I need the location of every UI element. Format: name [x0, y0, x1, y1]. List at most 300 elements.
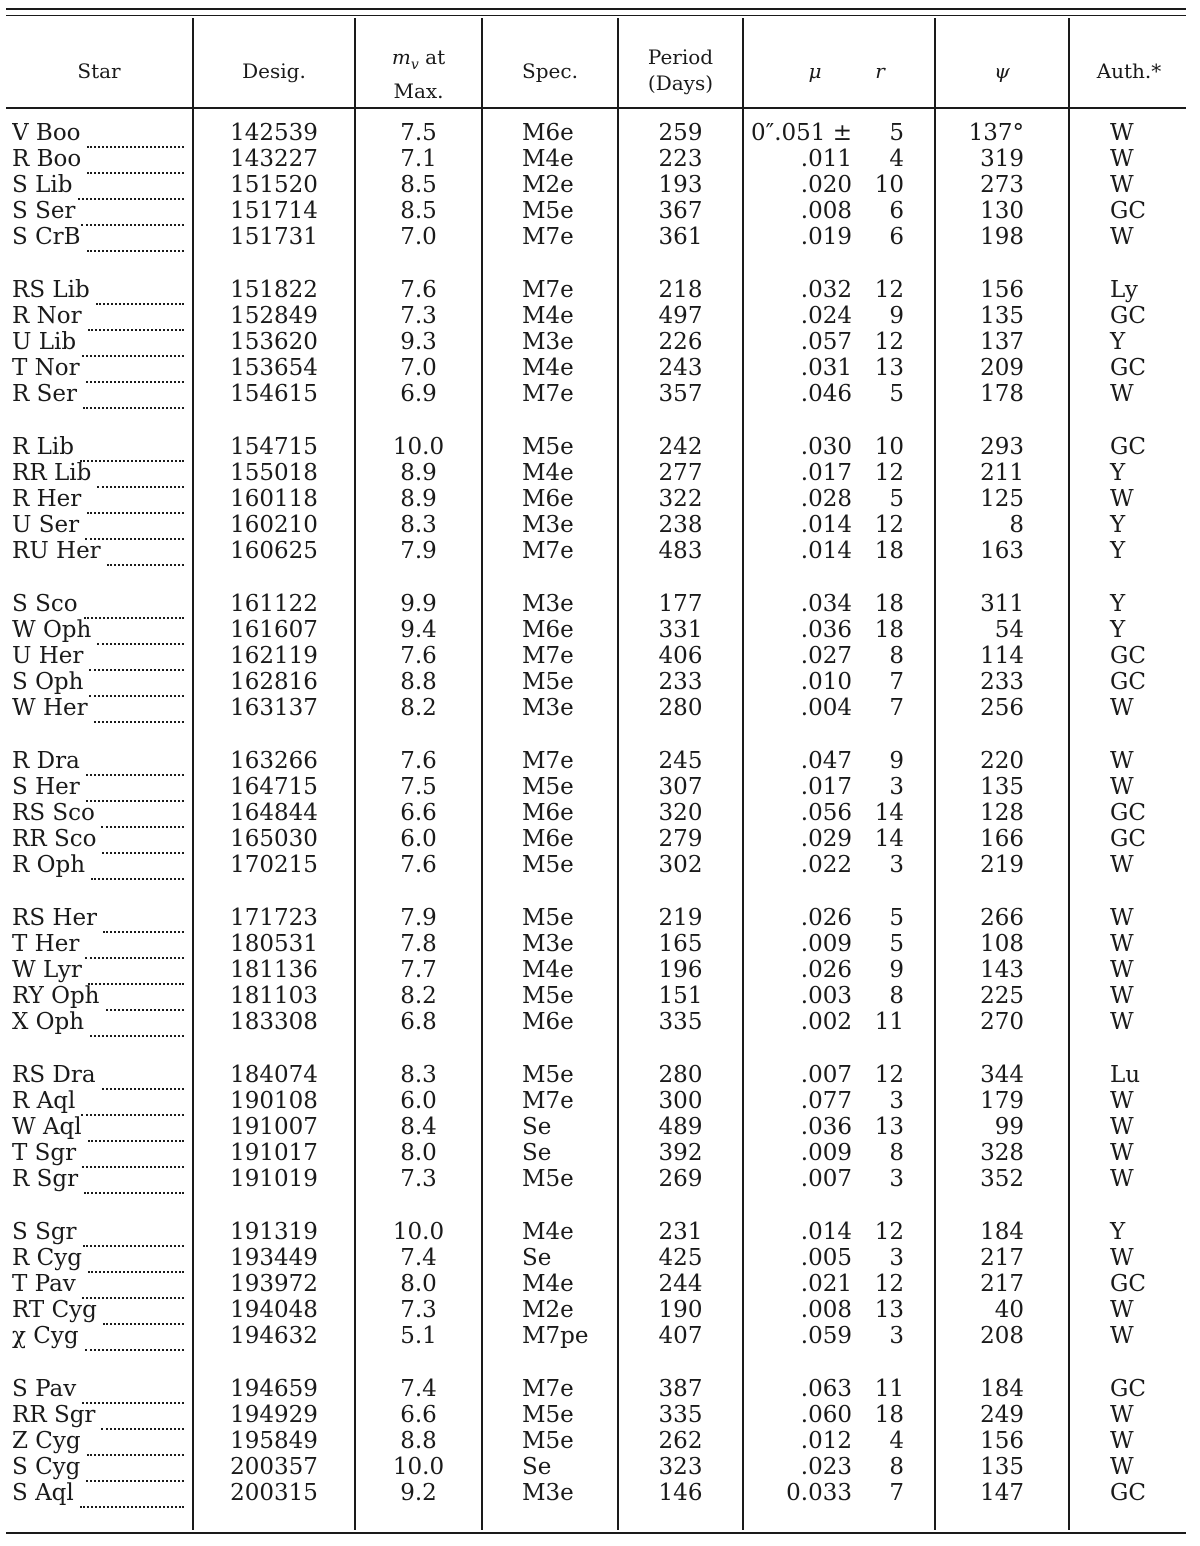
cell-mu: .047: [800, 748, 852, 774]
star-name: χ Cyg: [12, 1323, 79, 1349]
cell-spec: M5e: [522, 434, 574, 460]
star-name: S Sgr: [12, 1219, 77, 1245]
cell-mv: 8.0: [400, 1271, 437, 1297]
cell-mv: 7.4: [400, 1245, 437, 1271]
cell-auth: Y: [1110, 1219, 1126, 1245]
star-name: S Pav: [12, 1376, 77, 1402]
cell-period: 300: [658, 1088, 703, 1114]
cell-psi: 156: [980, 277, 1024, 303]
dot-leader: [102, 834, 184, 854]
dot-leader: [94, 703, 184, 723]
cell-auth: GC: [1110, 434, 1146, 460]
cell-psi: 135: [980, 1454, 1024, 1480]
cell-mu: .027: [800, 643, 852, 669]
dot-leader: [84, 599, 184, 619]
cell-spec: M2e: [522, 172, 574, 198]
header-mv-max: Max.: [393, 79, 444, 103]
cell-mu: .031: [800, 355, 852, 381]
cell-period: 233: [658, 669, 703, 695]
dot-leader: [103, 913, 184, 933]
cell-spec: M4e: [522, 1219, 574, 1245]
cell-psi: 208: [980, 1323, 1024, 1349]
star-name: S CrB: [12, 224, 81, 250]
cell-r: 11: [874, 1376, 904, 1402]
cell-mv: 7.5: [400, 774, 437, 800]
cell-psi: 217: [980, 1271, 1024, 1297]
star-name: T Her: [12, 931, 80, 957]
cell-spec: M7e: [522, 224, 574, 250]
cell-spec: M3e: [522, 512, 574, 538]
cell-desig: 151520: [230, 172, 318, 198]
cell-mv: 7.9: [400, 905, 437, 931]
star-name: RR Lib: [12, 460, 92, 486]
cell-desig: 153620: [230, 329, 318, 355]
cell-r: 8: [889, 983, 904, 1009]
cell-spec: M7e: [522, 1376, 574, 1402]
cell-r: 18: [874, 538, 904, 564]
cell-mv: 9.4: [400, 617, 437, 643]
cell-spec: M5e: [522, 198, 574, 224]
cell-mu: .014: [800, 538, 852, 564]
cell-psi: 220: [980, 748, 1024, 774]
cell-mu: .009: [800, 931, 852, 957]
column-divider: [481, 18, 483, 1530]
star-name: W Oph: [12, 617, 92, 643]
cell-r: 5: [889, 120, 904, 146]
cell-mv: 8.2: [400, 695, 437, 721]
cell-auth: W: [1110, 381, 1134, 407]
cell-mu: .030: [800, 434, 852, 460]
cell-period: 323: [658, 1454, 703, 1480]
cell-auth: GC: [1110, 1271, 1146, 1297]
star-name: RR Sco: [12, 826, 97, 852]
dot-leader: [84, 1174, 184, 1194]
dot-leader: [107, 546, 184, 566]
cell-spec: Se: [522, 1454, 552, 1480]
cell-spec: M4e: [522, 355, 574, 381]
cell-auth: W: [1110, 1402, 1134, 1428]
header-mv-at: at: [418, 45, 446, 69]
cell-psi: 249: [980, 1402, 1024, 1428]
cell-mv: 7.5: [400, 120, 437, 146]
cell-auth: Y: [1110, 512, 1126, 538]
cell-psi: 163: [980, 538, 1024, 564]
cell-desig: 170215: [230, 852, 318, 878]
cell-mu: .014: [800, 512, 852, 538]
cell-mv: 7.0: [400, 224, 437, 250]
cell-mu: .046: [800, 381, 852, 407]
cell-spec: Se: [522, 1114, 552, 1140]
cell-psi: 143: [980, 957, 1024, 983]
cell-auth: W: [1110, 1140, 1134, 1166]
cell-desig: 152849: [230, 303, 318, 329]
dot-leader: [87, 494, 184, 514]
cell-r: 12: [874, 460, 904, 486]
star-name: Z Cyg: [12, 1428, 81, 1454]
cell-desig: 181136: [230, 957, 318, 983]
cell-desig: 165030: [230, 826, 318, 852]
cell-spec: M4e: [522, 146, 574, 172]
cell-r: 5: [889, 905, 904, 931]
cell-period: 243: [658, 355, 703, 381]
cell-mu: .034: [800, 591, 852, 617]
star-name: T Nor: [12, 355, 80, 381]
cell-period: 226: [658, 329, 703, 355]
cell-auth: W: [1110, 1454, 1134, 1480]
cell-psi: 125: [980, 486, 1024, 512]
cell-r: 14: [874, 800, 904, 826]
cell-mv: 5.1: [400, 1323, 437, 1349]
cell-mu: .063: [800, 1376, 852, 1402]
cell-auth: GC: [1110, 669, 1146, 695]
cell-auth: W: [1110, 957, 1134, 983]
cell-r: 3: [889, 1088, 904, 1114]
cell-psi: 99: [994, 1114, 1024, 1140]
cell-spec: M5e: [522, 852, 574, 878]
dot-leader: [86, 756, 184, 776]
cell-r: 12: [874, 1062, 904, 1088]
cell-period: 302: [658, 852, 703, 878]
cell-r: 3: [889, 1166, 904, 1192]
star-name: T Sgr: [12, 1140, 77, 1166]
cell-period: 262: [658, 1428, 703, 1454]
cell-auth: W: [1110, 905, 1134, 931]
cell-spec: M6e: [522, 486, 574, 512]
cell-period: 190: [658, 1297, 703, 1323]
cell-psi: 311: [980, 591, 1024, 617]
cell-period: 322: [658, 486, 703, 512]
dot-leader: [90, 1017, 184, 1037]
star-name: U Lib: [12, 329, 77, 355]
cell-period: 280: [658, 1062, 703, 1088]
header-auth: Auth.*: [1096, 59, 1162, 83]
cell-psi: 256: [980, 695, 1024, 721]
cell-psi: 211: [980, 460, 1024, 486]
cell-auth: GC: [1110, 198, 1146, 224]
star-name: RY Oph: [12, 983, 100, 1009]
cell-period: 335: [658, 1402, 703, 1428]
cell-mu: .005: [800, 1245, 852, 1271]
star-name: RS Her: [12, 905, 98, 931]
cell-auth: W: [1110, 1297, 1134, 1323]
cell-desig: 154715: [230, 434, 318, 460]
header-period: [619, 44, 742, 96]
cell-auth: Y: [1110, 617, 1126, 643]
cell-r: 7: [889, 695, 904, 721]
cell-desig: 163137: [230, 695, 318, 721]
cell-auth: Y: [1110, 591, 1126, 617]
cell-psi: 156: [980, 1428, 1024, 1454]
cell-auth: Y: [1110, 460, 1126, 486]
cell-auth: GC: [1110, 1480, 1146, 1506]
cell-mv: 8.8: [400, 669, 437, 695]
cell-mu: .004: [800, 695, 852, 721]
cell-period: 177: [658, 591, 703, 617]
cell-mv: 8.8: [400, 1428, 437, 1454]
cell-r: 12: [874, 512, 904, 538]
cell-period: 425: [658, 1245, 703, 1271]
cell-r: 12: [874, 1271, 904, 1297]
cell-auth: W: [1110, 1166, 1134, 1192]
dot-leader: [106, 991, 185, 1011]
cell-psi: 108: [980, 931, 1024, 957]
dot-leader: [102, 1070, 184, 1090]
cell-mv: 7.0: [400, 355, 437, 381]
dot-leader: [88, 1253, 184, 1273]
dot-leader: [86, 363, 184, 383]
star-name: RS Sco: [12, 800, 95, 826]
cell-psi: 198: [980, 224, 1024, 250]
cell-psi: 209: [980, 355, 1024, 381]
cell-mu: .023: [800, 1454, 852, 1480]
dot-leader: [87, 232, 184, 252]
star-name: R Sgr: [12, 1166, 79, 1192]
star-name: X Oph: [12, 1009, 85, 1035]
star-name: V Boo: [12, 120, 81, 146]
cell-psi: 266: [980, 905, 1024, 931]
cell-r: 12: [874, 1219, 904, 1245]
cell-desig: 143227: [230, 146, 318, 172]
cell-spec: M3e: [522, 591, 574, 617]
cell-spec: M3e: [522, 1480, 574, 1506]
cell-mu: .028: [800, 486, 852, 512]
cell-desig: 200357: [230, 1454, 318, 1480]
cell-psi: 179: [980, 1088, 1024, 1114]
dot-leader: [87, 154, 184, 174]
cell-spec: M4e: [522, 303, 574, 329]
cell-desig: 160118: [230, 486, 318, 512]
cell-r: 7: [889, 1480, 904, 1506]
star-name: W Lyr: [12, 957, 82, 983]
cell-mu: .032: [800, 277, 852, 303]
cell-auth: Y: [1110, 329, 1126, 355]
star-name: RS Dra: [12, 1062, 96, 1088]
cell-auth: GC: [1110, 303, 1146, 329]
cell-spec: M5e: [522, 983, 574, 1009]
cell-auth: GC: [1110, 355, 1146, 381]
cell-desig: 162816: [230, 669, 318, 695]
cell-period: 387: [658, 1376, 703, 1402]
cell-psi: 319: [980, 146, 1024, 172]
cell-period: 320: [658, 800, 703, 826]
cell-r: 18: [874, 617, 904, 643]
cell-psi: 293: [980, 434, 1024, 460]
dot-leader: [97, 625, 184, 645]
cell-spec: M3e: [522, 695, 574, 721]
cell-mv: 8.4: [400, 1114, 437, 1140]
star-name: S Oph: [12, 669, 84, 695]
cell-spec: M5e: [522, 905, 574, 931]
cell-psi: 184: [980, 1376, 1024, 1402]
cell-period: 269: [658, 1166, 703, 1192]
cell-desig: 155018: [230, 460, 318, 486]
cell-mv: 8.9: [400, 460, 437, 486]
cell-auth: W: [1110, 1114, 1134, 1140]
cell-period: 489: [658, 1114, 703, 1140]
cell-desig: 163266: [230, 748, 318, 774]
cell-auth: W: [1110, 1009, 1134, 1035]
cell-period: 357: [658, 381, 703, 407]
cell-spec: M5e: [522, 1428, 574, 1454]
cell-r: 6: [889, 198, 904, 224]
cell-auth: Y: [1110, 538, 1126, 564]
cell-mv: 7.3: [400, 1297, 437, 1323]
cell-mv: 7.9: [400, 538, 437, 564]
cell-spec: M4e: [522, 1271, 574, 1297]
dot-leader: [87, 1436, 184, 1456]
cell-auth: W: [1110, 983, 1134, 1009]
star-name: S Ser: [12, 198, 76, 224]
cell-period: 196: [658, 957, 703, 983]
cell-mv: 7.3: [400, 1166, 437, 1192]
cell-period: 245: [658, 748, 703, 774]
cell-spec: Se: [522, 1245, 552, 1271]
cell-r: 9: [889, 303, 904, 329]
dot-leader: [86, 782, 184, 802]
cell-auth: GC: [1110, 800, 1146, 826]
cell-mv: 9.9: [400, 591, 437, 617]
cell-psi: 328: [980, 1140, 1024, 1166]
cell-r: 8: [889, 1454, 904, 1480]
dot-leader: [89, 677, 184, 697]
cell-period: 367: [658, 198, 703, 224]
dot-leader: [101, 1410, 184, 1430]
cell-mv: 7.6: [400, 748, 437, 774]
cell-psi: 178: [980, 381, 1024, 407]
cell-psi: 217: [980, 1245, 1024, 1271]
cell-r: 12: [874, 329, 904, 355]
cell-mv: 8.3: [400, 512, 437, 538]
cell-desig: 195849: [230, 1428, 318, 1454]
cell-mv: 7.8: [400, 931, 437, 957]
cell-r: 9: [889, 957, 904, 983]
cell-mu: .019: [800, 224, 852, 250]
cell-auth: W: [1110, 748, 1134, 774]
cell-period: 277: [658, 460, 703, 486]
cell-psi: 8: [1009, 512, 1024, 538]
cell-spec: M7pe: [522, 1323, 589, 1349]
cell-psi: 130: [980, 198, 1024, 224]
cell-psi: 233: [980, 669, 1024, 695]
cell-spec: M7e: [522, 748, 574, 774]
cell-mu: .010: [800, 669, 852, 695]
cell-r: 18: [874, 1402, 904, 1428]
cell-auth: W: [1110, 1088, 1134, 1114]
cell-period: 231: [658, 1219, 703, 1245]
cell-psi: 344: [980, 1062, 1024, 1088]
cell-spec: M7e: [522, 538, 574, 564]
cell-mv: 10.0: [392, 1454, 445, 1480]
cell-mu: 0.033: [786, 1480, 852, 1506]
cell-mv: 6.9: [400, 381, 437, 407]
cell-desig: 151731: [230, 224, 318, 250]
cell-mv: 9.3: [400, 329, 437, 355]
cell-desig: 180531: [230, 931, 318, 957]
star-name: RR Sgr: [12, 1402, 96, 1428]
cell-period: 259: [658, 120, 703, 146]
dot-leader: [89, 651, 184, 671]
cell-mu: .011: [800, 146, 852, 172]
star-name: U Ser: [12, 512, 80, 538]
cell-auth: GC: [1110, 1376, 1146, 1402]
dot-leader: [96, 285, 184, 305]
header-mu: μ: [808, 59, 822, 83]
cell-period: 242: [658, 434, 703, 460]
cell-mv: 10.0: [392, 434, 445, 460]
cell-auth: Lu: [1110, 1062, 1141, 1088]
dot-leader: [82, 1279, 184, 1299]
cell-mv: 7.1: [400, 146, 437, 172]
cell-spec: M2e: [522, 1297, 574, 1323]
star-name: RS Lib: [12, 277, 90, 303]
cell-period: 407: [658, 1323, 703, 1349]
cell-period: 223: [658, 146, 703, 172]
cell-desig: 193972: [230, 1271, 318, 1297]
cell-r: 18: [874, 591, 904, 617]
cell-desig: 183308: [230, 1009, 318, 1035]
header-r: r: [875, 59, 885, 83]
cell-mu: .017: [800, 774, 852, 800]
cell-period: 331: [658, 617, 703, 643]
cell-desig: 191319: [230, 1219, 318, 1245]
cell-psi: 273: [980, 172, 1024, 198]
cell-period: 151: [658, 983, 703, 1009]
cell-r: 10: [874, 172, 904, 198]
cell-period: 406: [658, 643, 703, 669]
cell-desig: 154615: [230, 381, 318, 407]
cell-desig: 153654: [230, 355, 318, 381]
cell-r: 6: [889, 224, 904, 250]
cell-mv: 8.5: [400, 172, 437, 198]
cell-spec: M7e: [522, 381, 574, 407]
dot-leader: [103, 1305, 184, 1325]
cell-mu: .021: [800, 1271, 852, 1297]
cell-mu: .007: [800, 1062, 852, 1088]
cell-psi: 135: [980, 774, 1024, 800]
cell-mv: 6.6: [400, 1402, 437, 1428]
dot-leader: [88, 1122, 184, 1142]
cell-mu: .026: [800, 957, 852, 983]
cell-r: 3: [889, 852, 904, 878]
cell-mv: 7.6: [400, 643, 437, 669]
cell-mv: 8.5: [400, 198, 437, 224]
header-mv: [356, 44, 481, 104]
cell-mv: 7.4: [400, 1376, 437, 1402]
header-star: Star: [77, 59, 121, 83]
cell-mv: 7.6: [400, 277, 437, 303]
cell-psi: 352: [980, 1166, 1024, 1192]
cell-mu: .036: [800, 617, 852, 643]
header-desig: Desig.: [242, 59, 306, 83]
dot-leader: [85, 1331, 184, 1351]
cell-desig: 194659: [230, 1376, 318, 1402]
cell-mu: .017: [800, 460, 852, 486]
cell-spec: M5e: [522, 669, 574, 695]
bottom-rule: [6, 1532, 1186, 1534]
dot-leader: [85, 520, 184, 540]
cell-period: 244: [658, 1271, 703, 1297]
star-name: T Pav: [12, 1271, 76, 1297]
star-name: R Ser: [12, 381, 77, 407]
cell-period: 193: [658, 172, 703, 198]
cell-mv: 6.6: [400, 800, 437, 826]
cell-psi: 225: [980, 983, 1024, 1009]
star-name: RU Her: [12, 538, 101, 564]
cell-mu: .008: [800, 1297, 852, 1323]
cell-auth: GC: [1110, 826, 1146, 852]
star-name: U Her: [12, 643, 84, 669]
cell-desig: 191017: [230, 1140, 318, 1166]
